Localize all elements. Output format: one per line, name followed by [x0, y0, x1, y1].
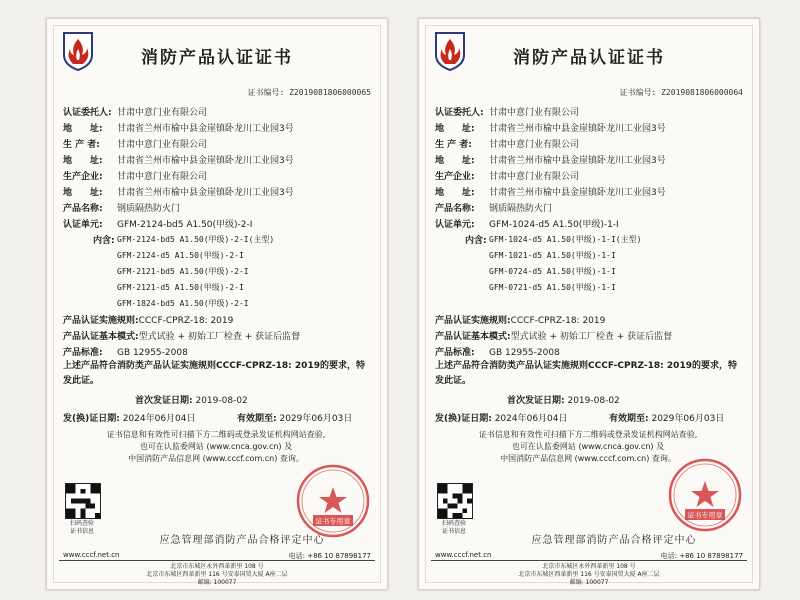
contains-label: 内含: [465, 236, 487, 246]
model-line: GFM-2121-d5 A1.50(甲级)-2-I [117, 283, 244, 292]
rule-row [63, 313, 233, 326]
rule-label: 产品认证实施规则: [63, 316, 139, 326]
standard-value: GB 12955-2008 [117, 348, 188, 358]
client-label: 认证委托人: [435, 108, 484, 118]
mode-value: 型式试验 + 初始工厂检查 + 获证后监督 [510, 332, 673, 342]
footer-divider [431, 560, 747, 561]
client-value: 甘肃中意门业有限公司 [489, 108, 580, 118]
address-label: 地 址: [435, 188, 475, 198]
producer-label: 生 产 者: [435, 140, 472, 150]
first-issue-value: 2019-08-02 [567, 396, 620, 406]
factory-label: 生产企业: [63, 172, 103, 182]
footer-address-line: 北京市东城区西革新里 116 号安泰国贸大厦 A座二层 [518, 571, 660, 578]
issue-value: 2024年06月04日 [122, 414, 196, 424]
certificate-number: 证书编号: Z2019081806000064 [619, 88, 743, 97]
seal-text: 证书专用章 [315, 517, 351, 526]
qr-caption-line: 扫码查验 [441, 520, 466, 527]
model-line: GFM-2121-bd5 A1.50(甲级)-2-I [117, 267, 249, 276]
product-value: 钢质隔热防火门 [489, 204, 553, 214]
address-label: 地 址: [63, 156, 103, 166]
standard-row [435, 345, 560, 358]
footer-postcode: 邮编: 100077 [197, 579, 237, 586]
address-value: 甘肃省兰州市榆中县金崖镇卧龙川工业园3号 [117, 124, 294, 134]
certification-statement: 上述产品符合消防类产品认证实施规则CCCF-CPRZ-18: 2019的要求，特发此证。 [435, 361, 737, 386]
footer-telephone: 电话: +86 10 87898177 [660, 552, 743, 560]
issue-date [435, 411, 568, 424]
address-label: 地 址: [435, 124, 475, 134]
verification-note-line: 证书信息和有效性可扫描下方二维码或登录发证机构网站查验, [478, 430, 698, 439]
qr-caption-line: 证书信息 [69, 528, 94, 535]
issuing-center-name: 应急管理部消防产品合格评定中心 [159, 535, 325, 546]
address-value: 甘肃省兰州市榆中县金崖镇卧龙川工业园3号 [117, 156, 294, 166]
model-line: GFM-1024-d5 A1.50(甲级)-1-I(主型) [489, 235, 642, 244]
product-row [63, 201, 180, 214]
issuing-center-name: 应急管理部消防产品合格评定中心 [531, 535, 697, 546]
first-issue-date [507, 393, 620, 406]
footer-website[interactable]: www.cccf.net.cn [435, 551, 492, 559]
product-label: 产品名称: [435, 204, 475, 214]
unit-label: 认证单元: [435, 220, 475, 230]
factory-address-row [63, 185, 294, 198]
model-line: GFM-1824-bd5 A1.50(甲级)-2-I [117, 299, 249, 308]
certificate-title: 消防产品认证证书 [141, 48, 293, 68]
contains-label: 内含: [93, 236, 115, 246]
qr-code-icon[interactable] [65, 483, 101, 519]
first-issue-label: 首次发证日期: [135, 396, 193, 406]
producer-row [63, 137, 207, 150]
rule-value: CCCF-CPRZ-18: 2019 [138, 316, 234, 326]
certificate-left [46, 18, 388, 590]
qr-caption [61, 520, 103, 536]
footer-address-line: 北京市东城区西革新里 116 号安泰国贸大厦 A座二层 [146, 571, 288, 578]
producer-address-row [435, 153, 666, 166]
certificate-title: 消防产品认证证书 [513, 48, 665, 68]
footer-website[interactable]: www.cccf.net.cn [63, 551, 120, 559]
valid-value: 2029年06月03日 [651, 414, 725, 424]
client-address-row [435, 121, 666, 134]
first-issue-label: 首次发证日期: [507, 396, 565, 406]
footer-divider [59, 560, 375, 561]
client-label: 认证委托人: [63, 108, 112, 118]
valid-label: 有效期至: [609, 414, 649, 424]
client-row [63, 105, 207, 118]
verification-note-line: 也可在认监委网站 (www.cnca.gov.cn) 及 [139, 442, 293, 451]
issue-date [63, 411, 196, 424]
footer-postcode: 邮编: 100077 [569, 579, 609, 586]
verification-note-line: 中国消防产品信息网 (www.cccf.com.cn) 查询。 [500, 454, 676, 463]
product-value: 钢质隔热防火门 [117, 204, 181, 214]
unit-row [435, 217, 619, 230]
factory-value: 甘肃中意门业有限公司 [489, 172, 580, 182]
official-seal-icon [295, 463, 371, 539]
address-label: 地 址: [435, 156, 475, 166]
qr-caption-line: 扫码查验 [69, 520, 94, 527]
factory-row [435, 169, 579, 182]
valid-value: 2029年06月03日 [279, 414, 353, 424]
unit-value: GFM-1024-d5 A1.50(甲级)-1-I [489, 220, 619, 230]
first-issue-value: 2019-08-02 [195, 396, 248, 406]
address-value: 甘肃省兰州市榆中县金崖镇卧龙川工业园3号 [117, 188, 294, 198]
standard-label: 产品标准: [63, 348, 103, 358]
rule-value: CCCF-CPRZ-18: 2019 [510, 316, 606, 326]
product-label: 产品名称: [63, 204, 103, 214]
model-line: GFM-2124-bd5 A1.50(甲级)-2-I(主型) [117, 235, 275, 244]
standard-label: 产品标准: [435, 348, 475, 358]
certification-statement: 上述产品符合消防类产品认证实施规则CCCF-CPRZ-18: 2019的要求，特发此证。 [63, 361, 365, 386]
address-label: 地 址: [63, 188, 103, 198]
verification-note-line: 也可在认监委网站 (www.cnca.gov.cn) 及 [511, 442, 665, 451]
rule-row [435, 313, 605, 326]
factory-address-row [435, 185, 666, 198]
address-value: 甘肃省兰州市榆中县金崖镇卧龙川工业园3号 [489, 156, 666, 166]
client-row [435, 105, 579, 118]
mode-value: 型式试验 + 初始工厂检查 + 获证后监督 [138, 332, 301, 342]
footer-telephone: 电话: +86 10 87898177 [288, 552, 371, 560]
model-line: GFM-1021-d5 A1.50(甲级)-1-I [489, 251, 616, 260]
model-line: GFM-0721-d5 A1.50(甲级)-1-I [489, 283, 616, 292]
standard-value: GB 12955-2008 [489, 348, 560, 358]
model-line: GFM-0724-d5 A1.50(甲级)-1-I [489, 267, 616, 276]
unit-value: GFM-2124-bd5 A1.50(甲级)-2-I [117, 220, 253, 230]
valid-until [609, 411, 724, 424]
producer-row [435, 137, 579, 150]
unit-label: 认证单元: [63, 220, 103, 230]
producer-label: 生 产 者: [63, 140, 100, 150]
issue-label: 发(换)证日期: [63, 414, 120, 424]
mode-label: 产品认证基本模式: [435, 332, 511, 342]
verification-note-line: 中国消防产品信息网 (www.cccf.com.cn) 查询。 [128, 454, 304, 463]
producer-address-row [63, 153, 294, 166]
qr-caption [433, 520, 475, 536]
address-value: 甘肃省兰州市榆中县金崖镇卧龙川工业园3号 [489, 124, 666, 134]
factory-value: 甘肃中意门业有限公司 [117, 172, 208, 182]
client-value: 甘肃中意门业有限公司 [117, 108, 208, 118]
factory-row [63, 169, 207, 182]
mode-row [63, 329, 300, 342]
footer-address [419, 563, 759, 587]
certificate-right [418, 18, 760, 590]
model-line: GFM-2124-d5 A1.50(甲级)-2-I [117, 251, 244, 260]
footer-address-line: 北京市东城区永外西革新里 108 号 [170, 563, 264, 570]
standard-row [63, 345, 188, 358]
qr-caption-line: 证书信息 [441, 528, 466, 535]
seal-text: 证书专用章 [687, 511, 723, 520]
certificate-number: 证书编号: Z2019081806000065 [247, 88, 371, 97]
client-address-row [63, 121, 294, 134]
product-row [435, 201, 552, 214]
factory-label: 生产企业: [435, 172, 475, 182]
address-label: 地 址: [63, 124, 103, 134]
mode-label: 产品认证基本模式: [63, 332, 139, 342]
rule-label: 产品认证实施规则: [435, 316, 511, 326]
unit-row [63, 217, 252, 230]
valid-until [237, 411, 352, 424]
verification-note-line: 证书信息和有效性可扫描下方二维码或登录发证机构网站查验, [106, 430, 326, 439]
address-value: 甘肃省兰州市榆中县金崖镇卧龙川工业园3号 [489, 188, 666, 198]
footer-address [47, 563, 387, 587]
producer-value: 甘肃中意门业有限公司 [117, 140, 208, 150]
footer-address-line: 北京市东城区永外西革新里 108 号 [542, 563, 636, 570]
issue-value: 2024年06月04日 [494, 414, 568, 424]
first-issue-date [135, 393, 248, 406]
valid-label: 有效期至: [237, 414, 277, 424]
qr-code-icon[interactable] [437, 483, 473, 519]
issue-label: 发(换)证日期: [435, 414, 492, 424]
producer-value: 甘肃中意门业有限公司 [489, 140, 580, 150]
official-seal-icon [667, 457, 743, 533]
mode-row [435, 329, 672, 342]
